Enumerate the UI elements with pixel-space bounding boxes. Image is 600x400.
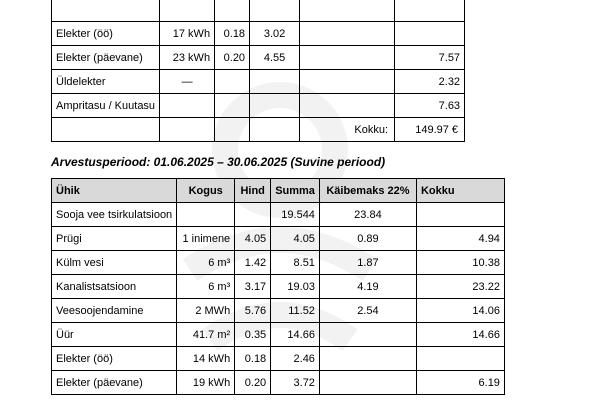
cell-sum: 4.05 <box>271 227 320 251</box>
cell-name <box>52 0 160 22</box>
cell-qty: 6 m³ <box>177 251 235 275</box>
period-title: Arvestusperiood: 01.06.2025 – 30.06.2025 (Suvine periood) <box>51 155 386 169</box>
cell-price: 0.18 <box>235 347 271 371</box>
cell-qty <box>160 94 215 118</box>
table-row <box>52 46 465 70</box>
cell-name: Üldelekter <box>52 70 160 94</box>
cell-sum: 2.46 <box>271 347 320 371</box>
cell-sum: 19.544 <box>271 203 320 227</box>
cell-name: Ampritasu / Kuutasu <box>52 94 160 118</box>
cell-total: 7.57 <box>395 46 465 70</box>
cell-price: 0.20 <box>215 46 250 70</box>
cell-total: 14.06 <box>416 299 504 323</box>
cell-vat <box>319 347 416 371</box>
cell-price: 3.17 <box>235 275 271 299</box>
cell-name: Elekter (öö) <box>52 347 177 371</box>
cell-vat: 23.84 <box>319 203 416 227</box>
header-total: Kokku <box>416 179 504 203</box>
cell-price: 1.42 <box>235 251 271 275</box>
cell-vat: 0.89 <box>319 227 416 251</box>
cell-name: Veesoojendamine <box>52 299 177 323</box>
cell-price: 4.05 <box>235 227 271 251</box>
cell-price <box>215 70 250 94</box>
cell-total <box>416 203 504 227</box>
cell-sum <box>250 0 300 22</box>
table-row <box>52 227 505 251</box>
table-row <box>52 70 465 94</box>
cell-sum: 11.52 <box>271 299 320 323</box>
cell-price <box>215 94 250 118</box>
cell-qty: — <box>160 70 215 94</box>
cell-name: Elekter (päevane) <box>52 46 160 70</box>
cell-name: Külm vesi <box>52 251 177 275</box>
cell-name: Kanalistsatsioon <box>52 275 177 299</box>
cell-vat <box>300 46 395 70</box>
table-row <box>52 323 505 347</box>
cell-qty: 19 kWh <box>177 371 235 395</box>
table-row <box>52 275 505 299</box>
cell-vat: 1.87 <box>319 251 416 275</box>
table-row <box>52 347 505 371</box>
cell-sum: 4.55 <box>250 46 300 70</box>
cell-total: 14.66 <box>416 323 504 347</box>
kokku-label: Kokku: <box>300 118 395 142</box>
cell-qty: 41.7 m² <box>177 323 235 347</box>
cell-sum: 3.02 <box>250 22 300 46</box>
table-row <box>52 0 465 22</box>
table-row <box>52 22 465 46</box>
cell-total: 4.94 <box>416 227 504 251</box>
cell-vat <box>319 371 416 395</box>
cell-total: 10.38 <box>416 251 504 275</box>
kokku-value: 149.97 € <box>395 118 465 142</box>
cell-vat <box>319 323 416 347</box>
cell-sum: 3.72 <box>271 371 320 395</box>
cell-qty <box>177 203 235 227</box>
header-sum: Summa <box>271 179 320 203</box>
header-price: Hind <box>235 179 271 203</box>
cell-name: Sooja vee tsirkulatsioon <box>52 203 177 227</box>
cell-qty: 1 inimene <box>177 227 235 251</box>
cell-qty: 14 kWh <box>177 347 235 371</box>
cell-name: Prügi <box>52 227 177 251</box>
cell-vat <box>300 22 395 46</box>
cell-vat <box>300 70 395 94</box>
header-vat: Käibemaks 22% <box>319 179 416 203</box>
cell-vat <box>300 94 395 118</box>
cell-sum: 19.03 <box>271 275 320 299</box>
cell-qty: 23 kWh <box>160 46 215 70</box>
table-row <box>52 251 505 275</box>
cell-price: 0.35 <box>235 323 271 347</box>
cell-price: 0.20 <box>235 371 271 395</box>
second-period-table <box>51 178 505 395</box>
cell-price: 0.18 <box>215 22 250 46</box>
cell-price <box>235 203 271 227</box>
cell-total <box>395 0 465 22</box>
cell-total: 7.63 <box>395 94 465 118</box>
table-row <box>52 94 465 118</box>
table-row <box>52 371 505 395</box>
first-period-table <box>51 0 465 142</box>
header-name: Ühik <box>52 179 177 203</box>
table-row <box>52 203 505 227</box>
cell-total: 23.22 <box>416 275 504 299</box>
cell-sum: 14.66 <box>271 323 320 347</box>
cell-vat: 2.54 <box>319 299 416 323</box>
cell-sum <box>250 70 300 94</box>
cell-total: 6.19 <box>416 371 504 395</box>
cell-total <box>416 347 504 371</box>
cell-price <box>215 0 250 22</box>
cell-name: Elekter (päevane) <box>52 371 177 395</box>
cell-qty: 17 kWh <box>160 22 215 46</box>
cell-qty <box>160 0 215 22</box>
cell-total: 2.32 <box>395 70 465 94</box>
cell-sum: 8.51 <box>271 251 320 275</box>
cell-name: Elekter (öö) <box>52 22 160 46</box>
table-header-row <box>52 179 505 203</box>
cell-vat: 4.19 <box>319 275 416 299</box>
header-qty: Kogus <box>177 179 235 203</box>
cell-price: 5.76 <box>235 299 271 323</box>
cell-qty: 2 MWh <box>177 299 235 323</box>
cell-total <box>395 22 465 46</box>
cell-vat <box>300 0 395 22</box>
cell-sum <box>250 94 300 118</box>
table-total-row <box>52 118 465 142</box>
cell-qty: 6 m³ <box>177 275 235 299</box>
table-row <box>52 299 505 323</box>
cell-name: Üür <box>52 323 177 347</box>
